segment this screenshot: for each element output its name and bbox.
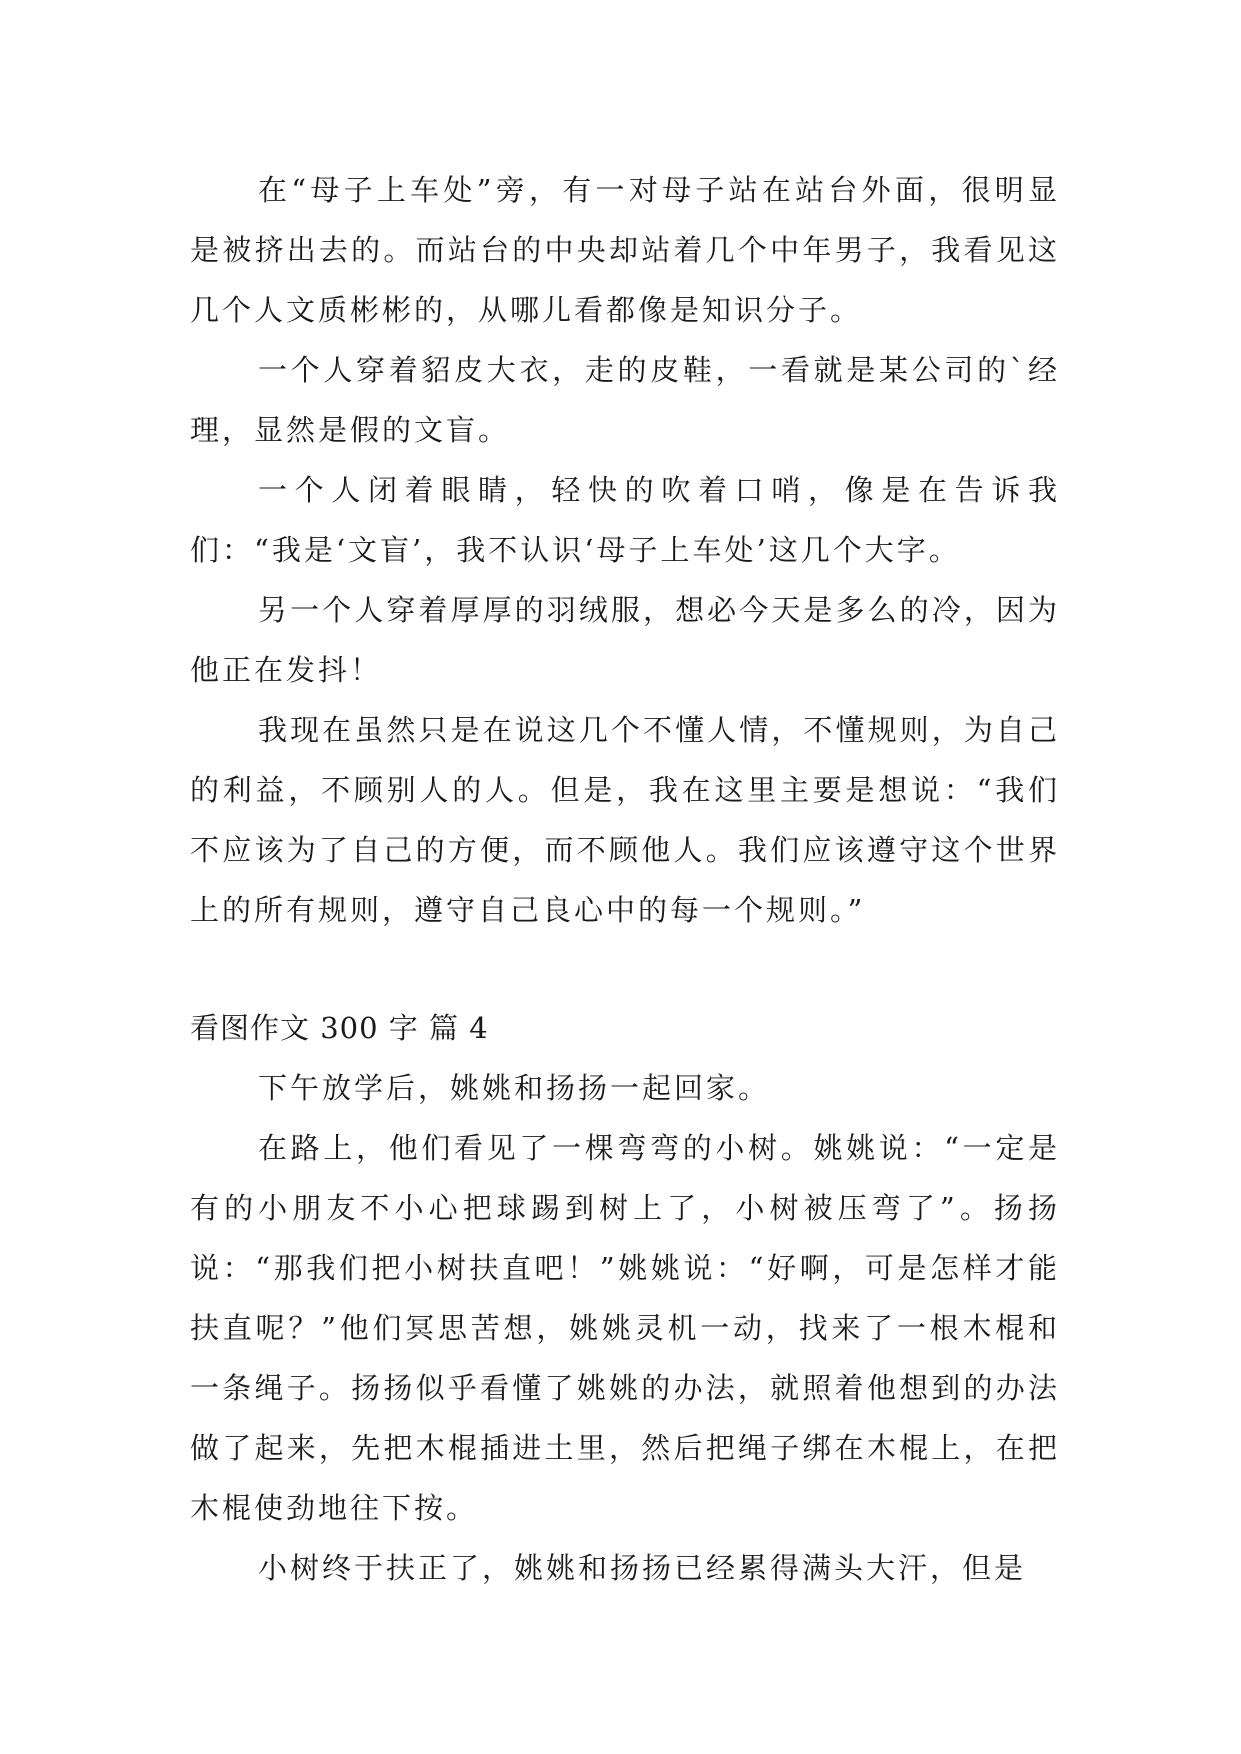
paragraph: 我现在虽然只是在说这几个不懂人情，不懂规则，为自己的利益，不顾别人的人。但是，我在这里主要是想说：“我们不应该为了自己的方便，而不顾他人。我们应该遵守这个世界上的所有规则，遵守自己良心中的每一个规则。”: [190, 713, 1060, 927]
paragraph: 一个人穿着貂皮大衣，走的皮鞋，一看就是某公司的`经理，显然是假的文盲。: [190, 353, 1060, 447]
paragraph: 另一个人穿着厚厚的羽绒服，想必今天是多么的冷，因为他正在发抖！: [190, 593, 1060, 687]
paragraph: 小树终于扶正了，姚姚和扬扬已经累得满头大汗，但是: [258, 1551, 1027, 1585]
document-body: [190, 160, 1060, 1598]
paragraph: 在“母子上车处”旁，有一对母子站在站台外面，很明显是被挤出去的。而站台的中央却站着几个中年男子，我看见这几个人文质彬彬的，从哪儿看都像是知识分子。: [190, 173, 1060, 327]
section-heading: 看图作文 300 字 篇 4: [190, 1011, 489, 1045]
paragraph: 一个人闭着眼睛，轻快的吹着口哨，像是在告诉我们：“我是‘文盲’，我不认识‘母子上车处’这几个大字。: [190, 473, 1060, 567]
paragraph: 在路上，他们看见了一棵弯弯的小树。姚姚说：“一定是有的小朋友不小心把球踢到树上了，小树被压弯了”。扬扬说：“那我们把小树扶直吧！”姚姚说：“好啊，可是怎样才能扶直呢？”他们冥思苦想，姚姚灵机一动，找来了一根木棍和一条绳子。扬扬似乎看懂了姚姚的办法，就照着他想到的办法做了起来，先把木棍插进土里，然后把绳子绑在木棍上，在把木棍使劲地往下按。: [190, 1131, 1060, 1525]
paragraph: 下午放学后，姚姚和扬扬一起回家。: [258, 1071, 771, 1105]
